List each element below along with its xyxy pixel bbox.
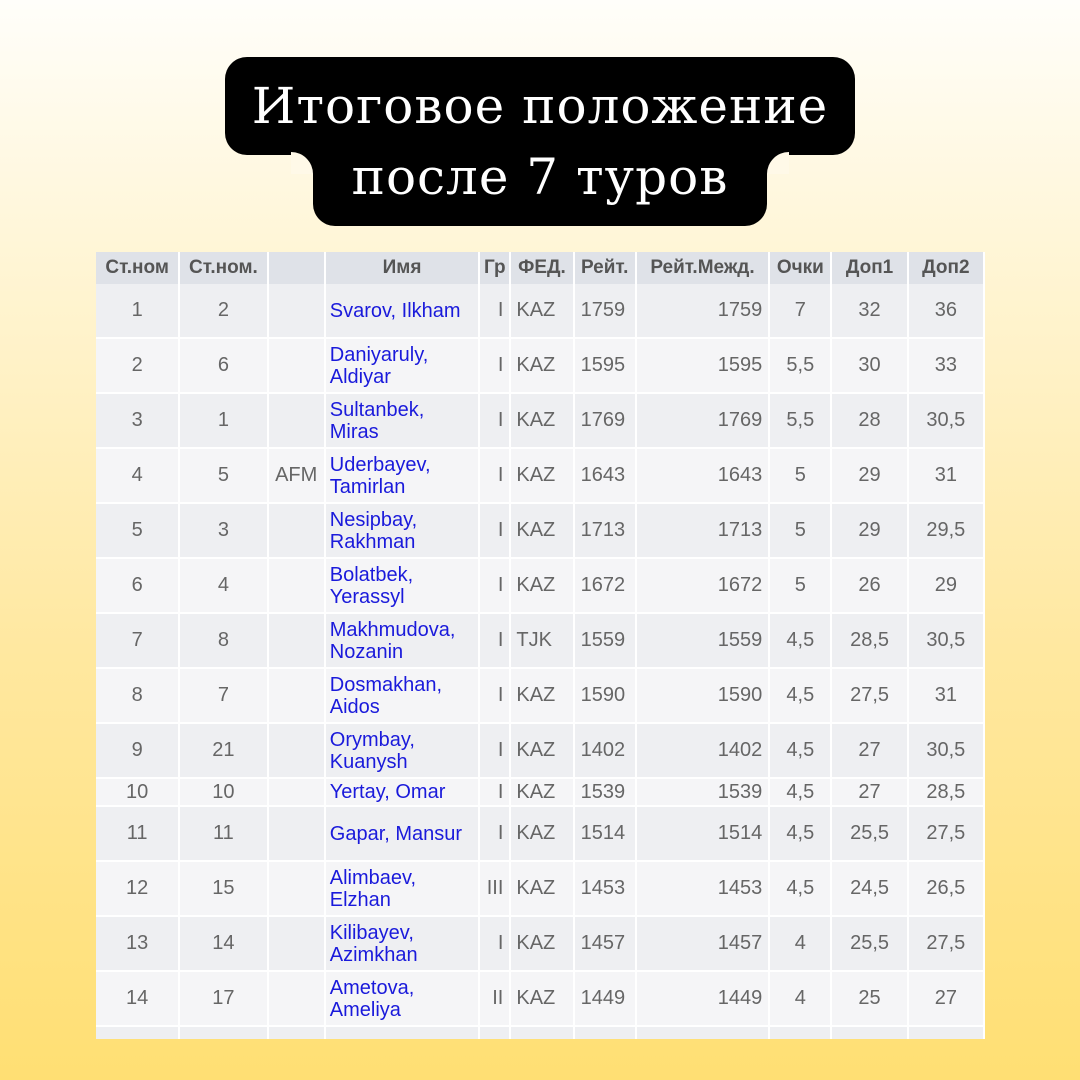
group-cell: I [479,558,510,613]
tiebreak-2-cell: 27 [908,971,984,1026]
intl-rating-cell: 1769 [636,393,769,448]
rating-cell: 1402 [574,723,636,778]
rating-cell: 1559 [574,613,636,668]
points-cell: 5 [769,558,831,613]
standings-table [96,252,985,1039]
tiebreak-1-cell: 29 [831,503,907,558]
title-cell [268,778,325,806]
header-rating: Рейт. [574,252,636,284]
rating-cell: 1759 [574,284,636,338]
intl-rating-cell: 1559 [636,613,769,668]
partial-cell [574,1026,636,1039]
federation-cell: KAZ [510,448,573,503]
group-cell: I [479,448,510,503]
rating-cell: 1590 [574,668,636,723]
group-cell: III [479,861,510,916]
rank-cell: 1 [96,284,179,338]
start-number-cell: 6 [179,338,267,393]
title-cell [268,393,325,448]
tiebreak-1-cell: 28,5 [831,613,907,668]
points-cell: 4,5 [769,668,831,723]
title-cell [268,916,325,971]
table-row-partial [96,1026,984,1039]
tiebreak-1-cell: 30 [831,338,907,393]
start-number-cell: 14 [179,916,267,971]
title-cell [268,338,325,393]
start-number-cell: 21 [179,723,267,778]
tiebreak-2-cell: 26,5 [908,861,984,916]
rating-cell: 1643 [574,448,636,503]
points-cell: 4,5 [769,613,831,668]
header-tiebreak-1: Доп1 [831,252,907,284]
table-header-row [96,252,984,284]
table-row [96,613,984,668]
rank-cell: 14 [96,971,179,1026]
tiebreak-2-cell: 29 [908,558,984,613]
tiebreak-1-cell: 26 [831,558,907,613]
tiebreak-2-cell: 30,5 [908,613,984,668]
points-cell: 4,5 [769,723,831,778]
player-name-link[interactable]: Makhmudova, Nozanin [325,613,480,668]
group-cell: I [479,806,510,861]
points-cell: 4 [769,916,831,971]
partial-cell [831,1026,907,1039]
player-name-link[interactable]: Svarov, Ilkham [325,284,480,338]
rank-cell: 11 [96,806,179,861]
intl-rating-cell: 1514 [636,806,769,861]
rating-cell: 1672 [574,558,636,613]
tiebreak-2-cell: 27,5 [908,916,984,971]
group-cell: I [479,393,510,448]
intl-rating-cell: 1713 [636,503,769,558]
intl-rating-cell: 1590 [636,668,769,723]
tiebreak-1-cell: 32 [831,284,907,338]
group-cell: I [479,778,510,806]
federation-cell: TJK [510,613,573,668]
tiebreak-2-cell: 29,5 [908,503,984,558]
group-cell: I [479,503,510,558]
tiebreak-1-cell: 25,5 [831,916,907,971]
intl-rating-cell: 1457 [636,916,769,971]
tiebreak-1-cell: 29 [831,448,907,503]
title-line-2 [313,148,767,226]
rating-cell: 1514 [574,806,636,861]
group-cell: I [479,338,510,393]
title-line-1: Итоговое положение [225,57,855,155]
intl-rating-cell: 1453 [636,861,769,916]
points-cell: 4,5 [769,806,831,861]
partial-cell [636,1026,769,1039]
federation-cell: KAZ [510,806,573,861]
tiebreak-1-cell: 25 [831,971,907,1026]
player-name-link[interactable]: Bolatbek, Yerassyl [325,558,480,613]
table-row [96,284,984,338]
title-cell [268,284,325,338]
intl-rating-cell: 1672 [636,558,769,613]
federation-cell: KAZ [510,861,573,916]
tiebreak-2-cell: 36 [908,284,984,338]
header-name: Имя [325,252,480,284]
title-cell: AFM [268,448,325,503]
rank-cell: 3 [96,393,179,448]
player-name-link[interactable]: Kilibayev, Azimkhan [325,916,480,971]
intl-rating-cell: 1539 [636,778,769,806]
points-cell: 5,5 [769,393,831,448]
rank-cell: 13 [96,916,179,971]
tiebreak-2-cell: 28,5 [908,778,984,806]
title-cell [268,861,325,916]
federation-cell: KAZ [510,668,573,723]
federation-cell: KAZ [510,558,573,613]
table-row [96,393,984,448]
start-number-cell: 10 [179,778,267,806]
federation-cell: KAZ [510,338,573,393]
tiebreak-2-cell: 30,5 [908,723,984,778]
rating-cell: 1449 [574,971,636,1026]
rank-cell: 5 [96,503,179,558]
tiebreak-1-cell: 27,5 [831,668,907,723]
intl-rating-cell: 1595 [636,338,769,393]
tiebreak-2-cell: 27,5 [908,806,984,861]
table-row [96,806,984,861]
table-row [96,916,984,971]
player-name-link[interactable]: Alimbaev, Elzhan [325,861,480,916]
title-cell [268,806,325,861]
header-title [268,252,325,284]
points-cell: 5 [769,503,831,558]
table-row [96,448,984,503]
start-number-cell: 1 [179,393,267,448]
rank-cell: 7 [96,613,179,668]
header-federation: ФЕД. [510,252,573,284]
header-tiebreak-2: Доп2 [908,252,984,284]
group-cell: I [479,916,510,971]
rating-cell: 1769 [574,393,636,448]
points-cell: 4 [769,971,831,1026]
header-intl-rating: Рейт.Межд. [636,252,769,284]
federation-cell: KAZ [510,284,573,338]
federation-cell: KAZ [510,971,573,1026]
title-cell [268,613,325,668]
rank-cell: 9 [96,723,179,778]
rank-cell: 8 [96,668,179,723]
table-row [96,778,984,806]
rating-cell: 1595 [574,338,636,393]
title-cell [268,971,325,1026]
title-cell [268,558,325,613]
federation-cell: KAZ [510,503,573,558]
points-cell: 5 [769,448,831,503]
title-notch-right [767,152,789,174]
federation-cell: KAZ [510,916,573,971]
start-number-cell: 2 [179,284,267,338]
rank-cell: 4 [96,448,179,503]
partial-cell [479,1026,510,1039]
player-name-link[interactable]: Uderbayev, Tamirlan [325,448,480,503]
table-row [96,503,984,558]
intl-rating-cell: 1402 [636,723,769,778]
player-name-link[interactable]: Dosmakhan, Aidos [325,668,480,723]
tiebreak-2-cell: 30,5 [908,393,984,448]
title-line-2-text: после 7 туров [351,148,729,206]
start-number-cell: 17 [179,971,267,1026]
player-name-link[interactable]: Yertay, Omar [325,778,480,806]
rating-cell: 1713 [574,503,636,558]
tiebreak-2-cell: 31 [908,448,984,503]
header-points: Очки [769,252,831,284]
intl-rating-cell: 1449 [636,971,769,1026]
rating-cell: 1457 [574,916,636,971]
player-name-link[interactable]: Orymbay, Kuanysh [325,723,480,778]
title-notch-left [291,152,313,174]
partial-cell [179,1026,267,1039]
group-cell: I [479,723,510,778]
rating-cell: 1539 [574,778,636,806]
partial-cell [510,1026,573,1039]
table-row [96,338,984,393]
intl-rating-cell: 1759 [636,284,769,338]
tiebreak-1-cell: 27 [831,778,907,806]
tiebreak-1-cell: 24,5 [831,861,907,916]
federation-cell: KAZ [510,778,573,806]
table-body [96,284,984,1039]
tiebreak-1-cell: 25,5 [831,806,907,861]
title-cell [268,668,325,723]
table-row [96,861,984,916]
title-cell [268,503,325,558]
player-name-link[interactable]: Ametova, Ameliya [325,971,480,1026]
header-group: Гр [479,252,510,284]
player-name-link[interactable]: Sultanbek, Miras [325,393,480,448]
partial-cell [908,1026,984,1039]
start-number-cell: 5 [179,448,267,503]
tiebreak-2-cell: 33 [908,338,984,393]
table-row [96,558,984,613]
group-cell: II [479,971,510,1026]
standings-table-container [96,252,985,1039]
start-number-cell: 15 [179,861,267,916]
group-cell: I [479,668,510,723]
partial-cell [96,1026,179,1039]
rank-cell: 6 [96,558,179,613]
points-cell: 4,5 [769,778,831,806]
start-number-cell: 4 [179,558,267,613]
tiebreak-1-cell: 27 [831,723,907,778]
tiebreak-1-cell: 28 [831,393,907,448]
header-start-number: Ст.ном. [179,252,267,284]
rank-cell: 10 [96,778,179,806]
start-number-cell: 8 [179,613,267,668]
table-row [96,723,984,778]
start-number-cell: 7 [179,668,267,723]
player-name-link[interactable]: Nesipbay, Rakhman [325,503,480,558]
player-name-link[interactable]: Gapar, Mansur [325,806,480,861]
partial-cell [769,1026,831,1039]
table-row [96,971,984,1026]
intl-rating-cell: 1643 [636,448,769,503]
tiebreak-2-cell: 31 [908,668,984,723]
partial-cell [268,1026,325,1039]
federation-cell: KAZ [510,393,573,448]
start-number-cell: 3 [179,503,267,558]
partial-cell [325,1026,480,1039]
rank-cell: 12 [96,861,179,916]
rating-cell: 1453 [574,861,636,916]
player-name-link[interactable]: Daniyaruly, Aldiyar [325,338,480,393]
group-cell: I [479,284,510,338]
federation-cell: KAZ [510,723,573,778]
title-cell [268,723,325,778]
points-cell: 5,5 [769,338,831,393]
group-cell: I [479,613,510,668]
table-row [96,668,984,723]
points-cell: 7 [769,284,831,338]
start-number-cell: 11 [179,806,267,861]
rank-cell: 2 [96,338,179,393]
header-rank: Ст.ном [96,252,179,284]
points-cell: 4,5 [769,861,831,916]
